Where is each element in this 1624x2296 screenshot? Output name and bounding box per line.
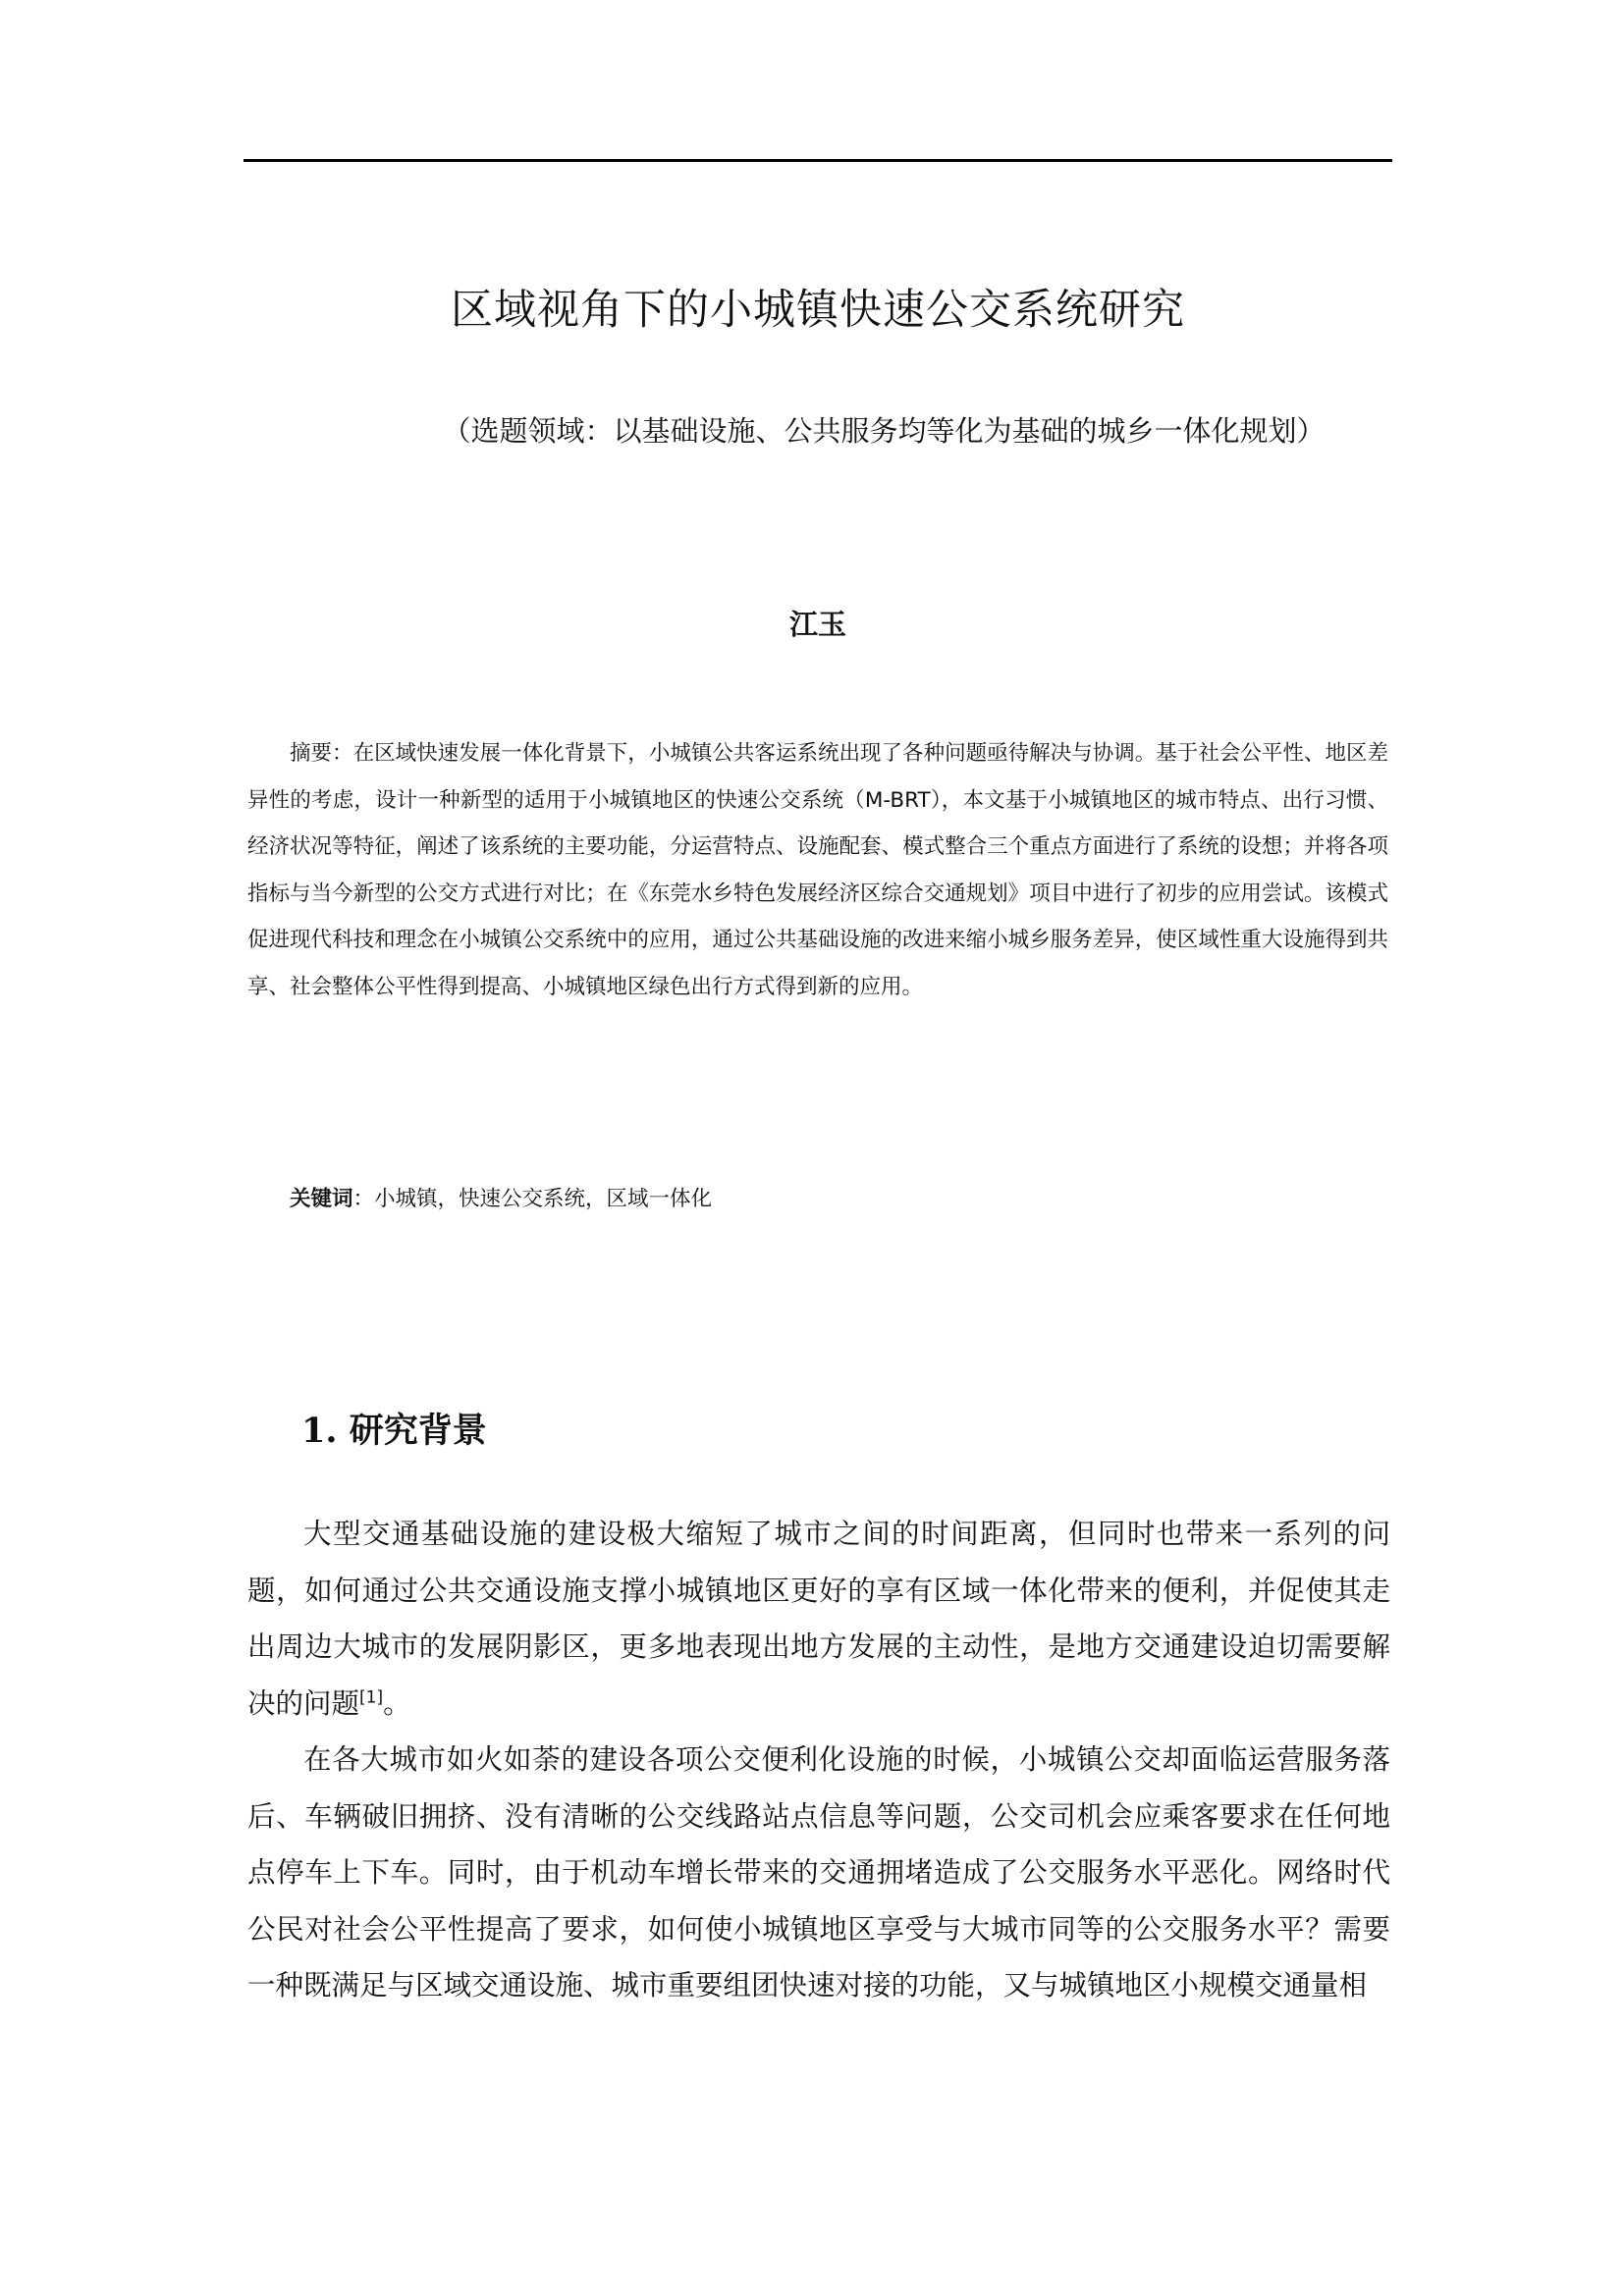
paper-subtitle: （选题领域：以基础设施、公共服务均等化为基础的城乡一体化规划） [442,414,1326,448]
abstract-label: 摘要： [290,741,353,766]
abstract-text: 在区域快速发展一体化背景下，小城镇公共客运系统出现了各种问题亟待解决与协调。基于社会公平性、地区差异性的考虑，设计一种新型的适用于小城镇地区的快速公交系统（M-BRT），本文基于小城镇地区的城市特点、出行习惯、经济状况等特征，阐述了该系统的主要功能，分运营特点、设施配套、模式整合三个重点方面进行了系统的设想；并将各项指标与当今新型的公交方式进行对比；在《东莞水乡特色发展经济区综合交通规划》项目中进行了初步的应用尝试。该模式促进现代科技和理念在小城镇公交系统中的应用，通过公共基础设施的改进来缩小城乡服务差异，使区域性重大设施得到共享、社会整体公平性得到提高、小城镇地区绿色出行方式得到新的应用。 [247,741,1388,999]
keywords-label: 关键词 [290,1187,353,1211]
keywords-text: ：小城镇，快速公交系统，区域一体化 [352,1187,713,1211]
section-number: 1. [301,1411,338,1451]
paragraph-1-text: 大型交通基础设施的建设极大缩短了城市之间的时间距离，但同时也带来一系列的问题，如何通过公共交通设施支撑小城镇地区更好的享有区域一体化带来的便利，并促使其走出周边大城市的发展阴影区，更多地表现出地方发展的主动性，是地方交通建设迫切需要解决的问题 [247,1518,1390,1720]
body-paragraph-1 [247,1506,1390,1732]
section-title: 研究背景 [349,1412,487,1451]
keywords [247,1178,1388,1221]
author-name: 江玉 [788,608,846,641]
header-rule [244,159,1392,162]
section-heading [301,1406,487,1457]
section-body [247,1506,1390,2014]
body-paragraph-2: 在各大城市如火如荼的建设各项公交便利化设施的时候，小城镇公交却面临运营服务落后、车辆破旧拥挤、没有清晰的公交线路站点信息等问题，公交司机会应乘客要求在任何地点停车上下车。同时，由于机动车增长带来的交通拥堵造成了公交服务水平恶化。网络时代公民对社会公平性提高了要求，如何使小城镇地区享受与大城市同等的公交服务水平？需要一种既满足与区域交通设施、城市重要组团快速对接的功能，又与城镇地区小规模交通量相 [247,1743,1390,2002]
paper-title: 区域视角下的小城镇快速公交系统研究 [451,286,1185,335]
abstract [247,730,1388,1010]
abstract-paragraph [247,730,1388,1010]
citation-ref[interactable]: [1] [359,1687,384,1707]
paragraph-1-end: 。 [383,1686,411,1720]
